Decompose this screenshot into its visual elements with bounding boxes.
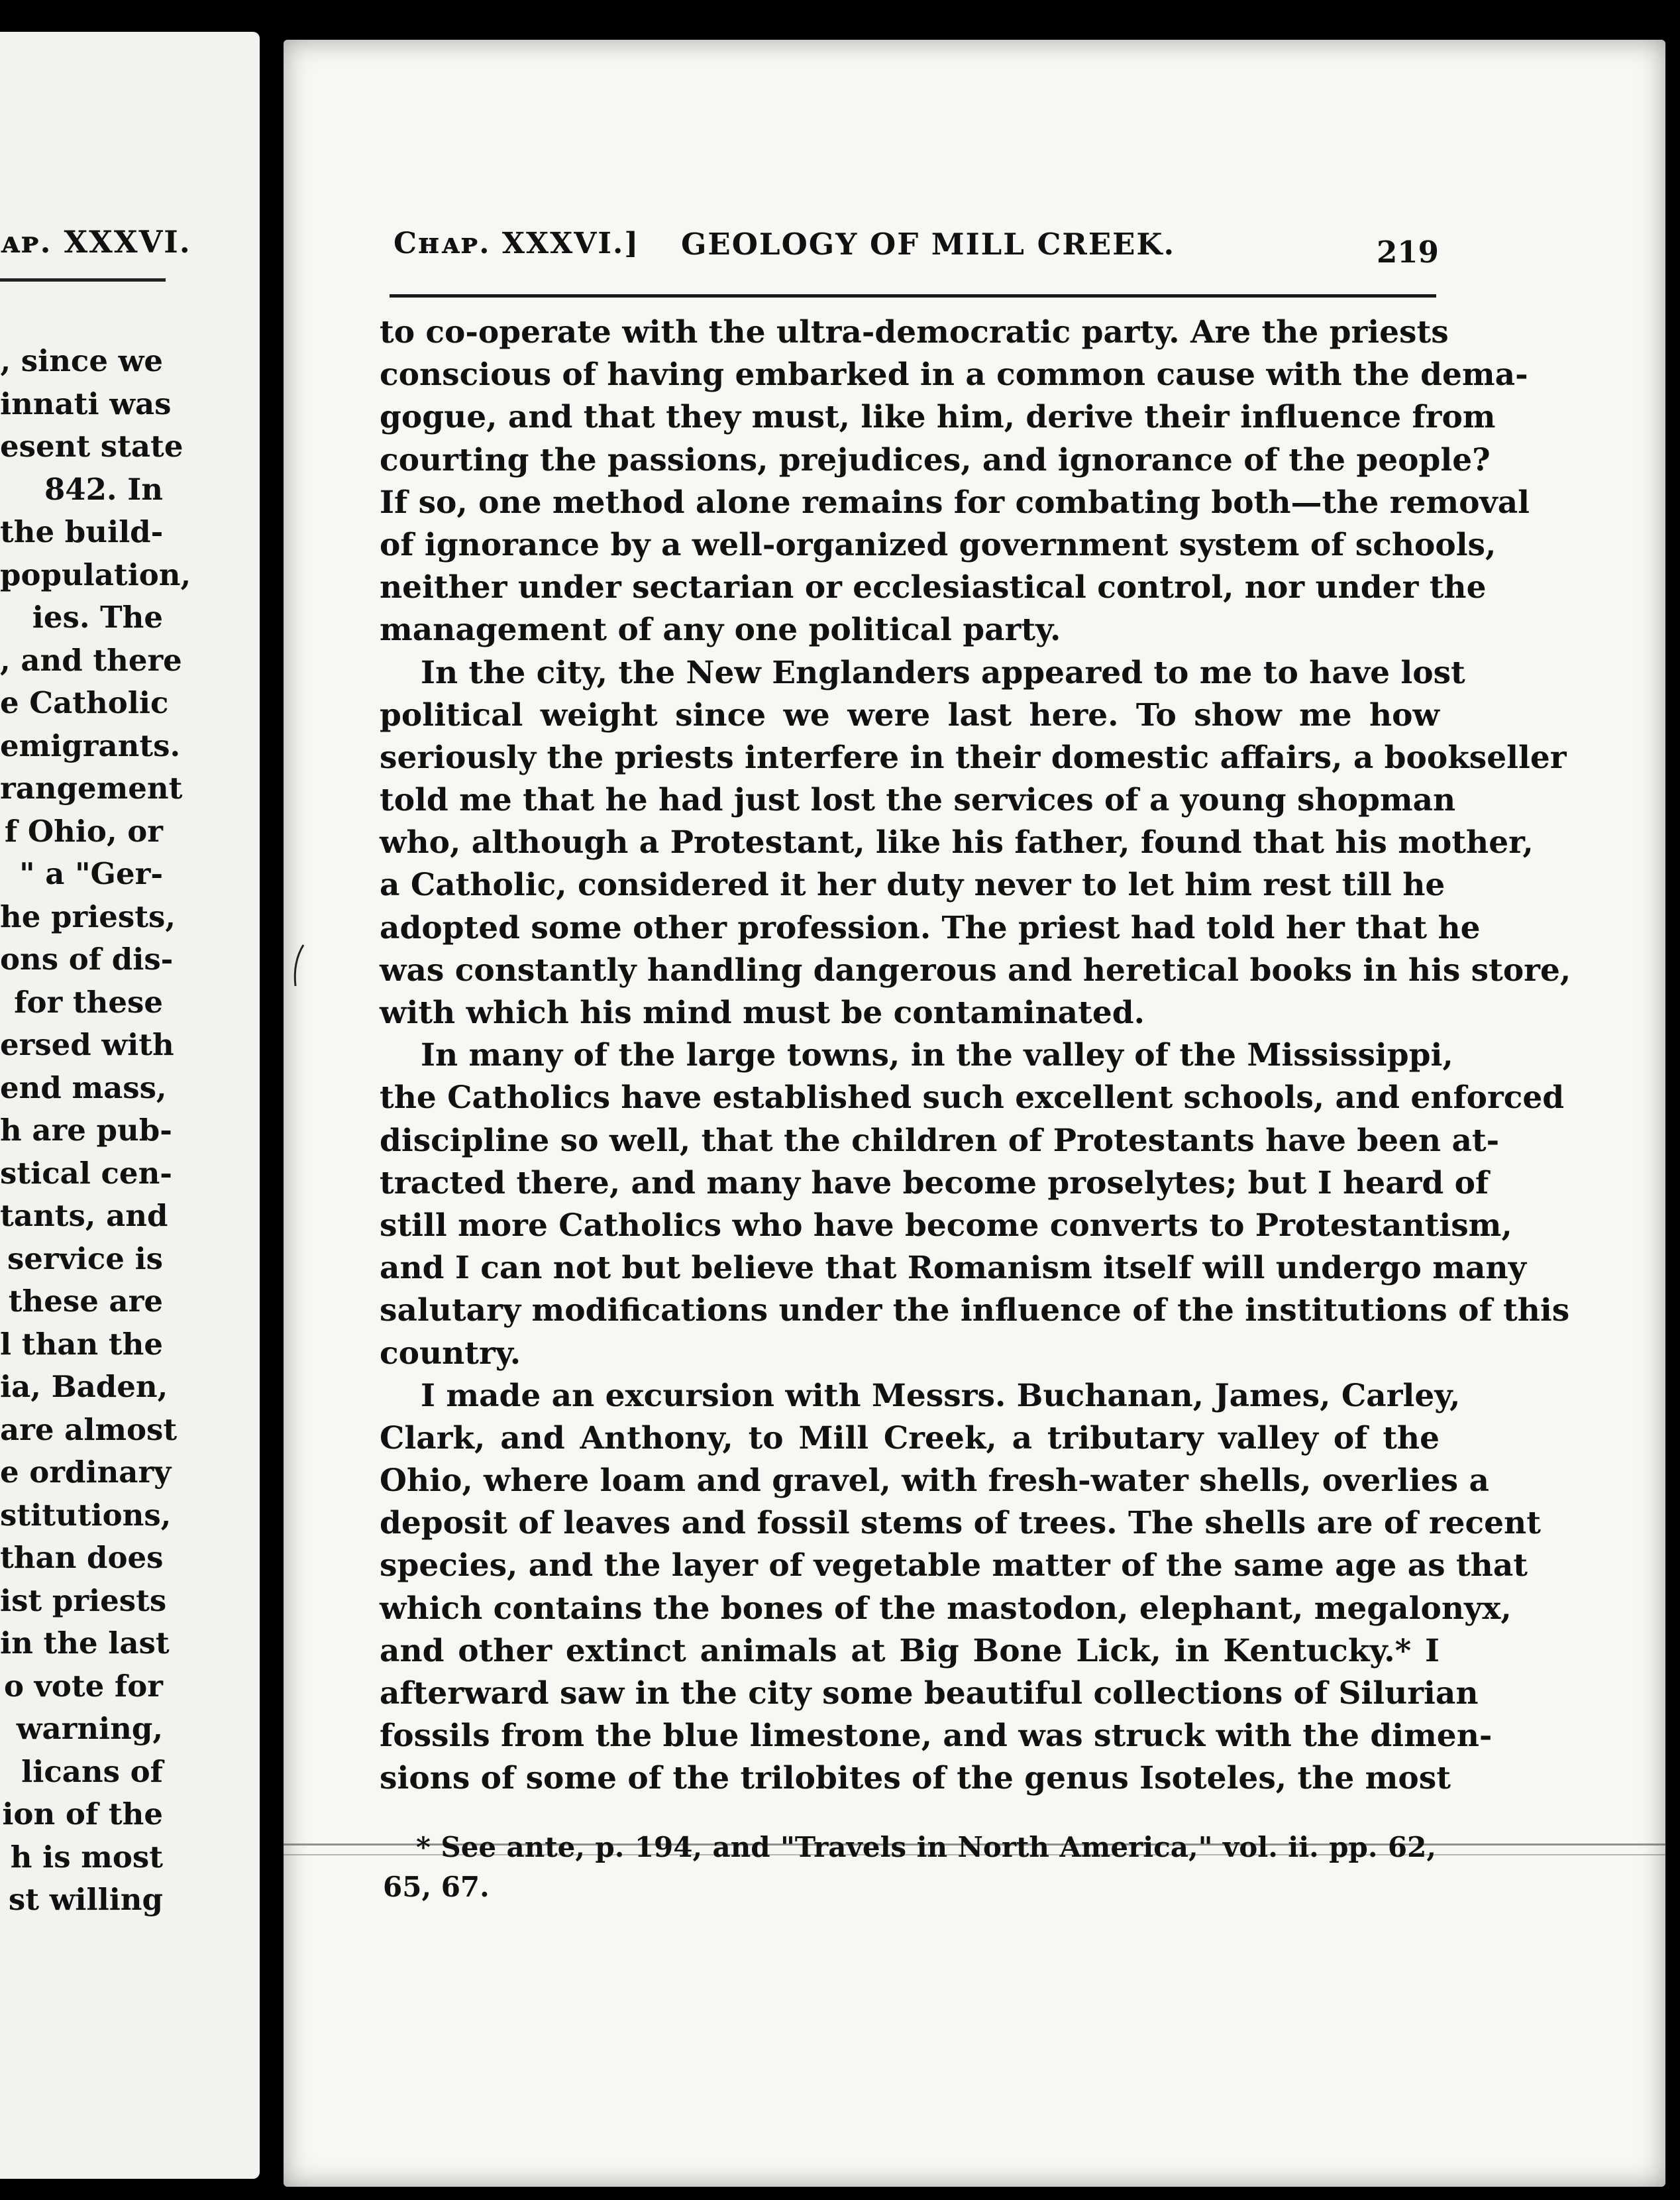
text-line: told me that he had just lost the services of a young shopman [380, 782, 1456, 819]
left-text-line: the build- [0, 514, 164, 549]
left-text-line: these are [8, 1284, 163, 1319]
left-text-line: he priests, [0, 899, 176, 934]
text-line: conscious of having embarked in a common cause with the dema- [380, 357, 1528, 394]
text-line: and other extinct animals at Big Bone Lick, in Kentucky.* I [380, 1632, 1440, 1669]
footnote [383, 1828, 1436, 1907]
text-line: I made an excursion with Messrs. Buchanan, James, Carley, [421, 1377, 1461, 1414]
left-text-line: esent state [0, 429, 184, 464]
text-line: In many of the large towns, in the valley of the Mississippi, [421, 1037, 1453, 1074]
left-text-line: in the last [0, 1625, 170, 1661]
left-text-line: ies. The [32, 600, 163, 635]
text-line: courting the passions, prejudices, and ignorance of the people? [380, 441, 1491, 478]
footnote-line: * See ante, p. 194, and "Travels in North America," vol. ii. pp. 62, [416, 1831, 1436, 1863]
left-text-line: end mass, [0, 1070, 167, 1105]
text-line: country. [380, 1335, 521, 1372]
text-line: adopted some other profession. The priest had told her that he [380, 909, 1481, 946]
left-text-line: licans of [21, 1753, 163, 1789]
left-text-line: h is most [10, 1839, 163, 1875]
book-spine-gutter [260, 0, 284, 2200]
left-text-line: service is [7, 1240, 163, 1276]
text-line: political weight since we were last here. To show me how [380, 696, 1440, 734]
left-page [0, 32, 260, 2179]
left-text-line: st willing [8, 1882, 163, 1917]
left-page-text [0, 340, 191, 1922]
left-text-line: , and there [0, 642, 182, 678]
body-text [380, 311, 1571, 1800]
text-line: who, although a Protestant, like his father, found that his mother, [380, 824, 1534, 861]
page-number: 219 [1377, 235, 1439, 270]
text-line: which contains the bones of the mastodon, elephant, megalonyx, [380, 1590, 1512, 1627]
left-text-line: innati was [0, 386, 172, 421]
right-page [284, 40, 1665, 2187]
text-line: In the city, the New Englanders appeared to me to have lost [421, 654, 1465, 691]
text-line: and I can not but believe that Romanism itself will undergo many [380, 1250, 1526, 1287]
left-text-line: rangement [0, 771, 183, 806]
left-text-line: stitutions, [0, 1497, 172, 1533]
running-head-chapter: Cʜᴀᴘ. XXXVI.] [394, 227, 640, 260]
text-line: discipline so well, that the children of Protestants have been at- [380, 1122, 1500, 1159]
margin-pencil-mark [289, 942, 309, 989]
left-text-line: than does [0, 1540, 164, 1575]
text-line: gogue, and that they must, like him, derive their influence from [380, 399, 1496, 436]
header-rule [390, 294, 1436, 298]
left-text-line: , since we [0, 343, 163, 378]
text-line: Clark, and Anthony, to Mill Creek, a tributary valley of the [380, 1419, 1440, 1457]
text-line: fossils from the blue limestone, and was struck with the dimen- [380, 1718, 1493, 1755]
left-text-line: ia, Baden, [0, 1369, 168, 1404]
text-line: deposit of leaves and fossil stems of trees. The shells are of recent [380, 1505, 1541, 1542]
text-line: still more Catholics who have become converts to Protestantism, [380, 1207, 1512, 1244]
text-line: seriously the priests interfere in their domestic affairs, a bookseller [380, 739, 1567, 776]
text-line: tracted there, and many have become proselytes; but I heard of [380, 1164, 1489, 1201]
left-text-line: h are pub- [0, 1113, 172, 1148]
text-line: Ohio, where loam and gravel, with fresh-water shells, overlies a [380, 1462, 1489, 1500]
text-line: of ignorance by a well-organized government system of schools, [380, 526, 1496, 563]
text-line: the Catholics have established such excellent schools, and enforced [380, 1079, 1565, 1117]
footnote-line: 65, 67. [383, 1871, 490, 1903]
text-line: neither under sectarian or ecclesiastical control, nor under the [380, 569, 1487, 606]
text-line: sions of some of the trilobites of the genus Isoteles, the most [380, 1760, 1451, 1797]
left-text-line: f Ohio, or [4, 813, 163, 849]
left-text-line: for these [14, 984, 163, 1020]
text-line: salutary modifications under the influence of the institutions of this [380, 1292, 1570, 1329]
left-text-line: ion of the [2, 1796, 163, 1832]
left-header-rule [0, 278, 166, 282]
left-text-line: ons of dis- [0, 942, 174, 977]
text-line: a Catholic, considered it her duty never to let him rest till he [380, 867, 1445, 904]
left-text-line: warning, [16, 1711, 163, 1746]
left-text-line: e ordinary [0, 1455, 172, 1490]
text-line: management of any one political party. [380, 612, 1061, 649]
left-text-line: population, [0, 557, 191, 592]
left-text-line: emigrants. [0, 728, 181, 763]
left-text-line: ist priests [0, 1582, 167, 1618]
text-line: with which his mind must be contaminated. [380, 995, 1145, 1031]
text-line: species, and the layer of vegetable matter of the same age as that [380, 1547, 1528, 1584]
left-page-header: ᴀᴘ. XXXVI. [0, 224, 191, 260]
left-text-line: 842. In [44, 471, 163, 507]
text-line: to co-operate with the ultra-democratic party. Are the priests [380, 314, 1449, 351]
text-line: If so, one method alone remains for combating both—the removal [380, 484, 1530, 521]
text-line: was constantly handling dangerous and heretical books in his store, [380, 952, 1571, 989]
left-text-line: are almost [0, 1411, 178, 1447]
left-text-line: " a "Ger- [19, 856, 163, 891]
left-text-line: o vote for [3, 1668, 163, 1704]
left-text-line: tants, and [0, 1198, 168, 1233]
left-text-line: e Catholic [0, 685, 169, 720]
left-text-line: ersed with [0, 1027, 174, 1062]
left-text-line: l than the [0, 1326, 163, 1362]
running-head-title: GEOLOGY OF MILL CREEK. [681, 227, 1176, 262]
text-line: afterward saw in the city some beautiful collections of Silurian [380, 1675, 1479, 1712]
left-text-line: stical cen- [0, 1155, 172, 1191]
